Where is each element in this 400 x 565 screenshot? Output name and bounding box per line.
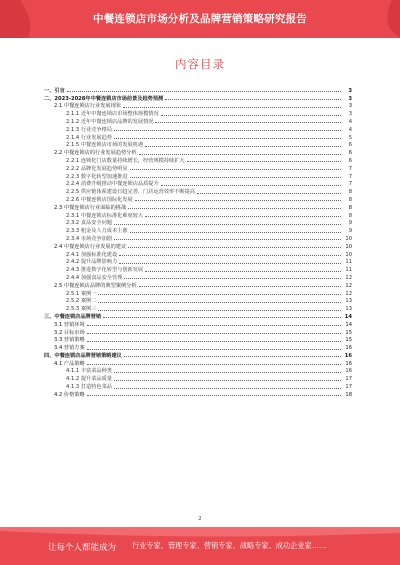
toc-entry-label: 2.5.1 案例一 bbox=[66, 290, 97, 297]
toc-entry-page: 15 bbox=[345, 329, 352, 336]
toc-entry-label: 4.1.1 丰富菜品种类 bbox=[66, 368, 112, 375]
toc-entry-page: 12 bbox=[345, 290, 352, 297]
toc-entry[interactable] bbox=[44, 164, 352, 172]
toc-leader-dots bbox=[114, 371, 341, 373]
toc-entry[interactable] bbox=[44, 320, 352, 328]
toc-entry-label: 2.4.1 加强标准化建设 bbox=[66, 251, 118, 258]
report-title: 中餐连锁店市场分析及品牌营销策略研究报告 bbox=[93, 13, 307, 25]
toc-entry[interactable] bbox=[44, 234, 352, 242]
toc-entry-page: 3 bbox=[348, 103, 352, 110]
toc-entry-label: 2.4 中餐连锁店行业发展的建议 bbox=[54, 243, 127, 250]
toc-entry-label: 2.4.3 推进数字化转型与创新发展 bbox=[66, 267, 144, 274]
toc-entry-page: 3 bbox=[348, 87, 352, 94]
toc-entry-label: 3.3 营销策略 bbox=[54, 337, 85, 344]
toc-entry-page: 10 bbox=[345, 243, 352, 250]
toc-entry-label: 2.4.2 提升品牌影响力 bbox=[66, 259, 118, 266]
toc-entry-label: 2.2 中餐连锁店的行业发展趋势分析 bbox=[54, 150, 137, 157]
toc-leader-dots bbox=[124, 355, 341, 357]
toc-entry-label: 2.2.6 中餐连锁店国际化发展 bbox=[66, 196, 133, 203]
toc-entry-label: 2.2.2 品牌化发展趋势明显 bbox=[66, 165, 128, 172]
toc-entry-page: 8 bbox=[348, 189, 352, 196]
toc-entry[interactable] bbox=[44, 273, 352, 281]
toc-entry-label: 2.2.3 数字化转型加速推进 bbox=[66, 173, 128, 180]
toc-entry-page: 3 bbox=[348, 111, 352, 118]
toc-entry-label: 2.1 中餐连锁店行业发展现状 bbox=[54, 103, 121, 110]
toc-entry-label: 2.1.5 中餐连锁店市场的发展机遇 bbox=[66, 142, 144, 149]
toc-entry-label: 2.1.1 近年中餐连锁店市场整体规模情况 bbox=[66, 111, 159, 118]
toc-leader-dots bbox=[165, 98, 341, 100]
toc-leader-dots bbox=[87, 324, 341, 326]
toc-entry-page: 12 bbox=[345, 282, 352, 289]
toc-leader-dots bbox=[114, 238, 341, 240]
toc-entry[interactable] bbox=[44, 133, 352, 141]
toc-entry-label: 3.4 营销方案 bbox=[54, 345, 85, 352]
toc-leader-dots bbox=[114, 387, 341, 389]
toc-entry-label: 3.2 目标市场 bbox=[54, 329, 85, 336]
toc-leader-dots bbox=[87, 363, 341, 365]
toc-leader-dots bbox=[128, 207, 341, 209]
toc-entry-page: 4 bbox=[348, 126, 352, 133]
toc-entry[interactable] bbox=[44, 250, 352, 258]
toc-leader-dots bbox=[187, 160, 341, 162]
toc-leader-dots bbox=[130, 231, 341, 233]
toc-entry-label: 2.1.4 行业发展趋势 bbox=[66, 134, 112, 141]
toc-entry-label: 2.5 中餐连锁店品牌的典型案例分析 bbox=[54, 282, 137, 289]
toc-entry-page: 7 bbox=[348, 181, 352, 188]
toc-entry[interactable] bbox=[44, 242, 352, 250]
toc-entry-label: 4.1 产品策略 bbox=[54, 360, 85, 367]
toc-leader-dots bbox=[98, 301, 341, 303]
toc-entry-page: 9 bbox=[348, 220, 352, 227]
toc-entry-label: 2.2.4 消费升级推动中餐连锁店品质提升 bbox=[66, 181, 159, 188]
toc-leader-dots bbox=[119, 254, 341, 256]
toc-leader-dots bbox=[87, 332, 341, 334]
toc-entry-page: 10 bbox=[345, 235, 352, 242]
toc-leader-dots bbox=[161, 114, 341, 116]
page-footer bbox=[0, 527, 400, 565]
toc-entry[interactable] bbox=[44, 195, 352, 203]
toc-leader-dots bbox=[135, 199, 341, 201]
toc-leader-dots bbox=[197, 192, 341, 194]
toc-entry-page: 11 bbox=[345, 259, 352, 266]
toc-entry[interactable] bbox=[44, 117, 352, 125]
toc-entry[interactable] bbox=[44, 374, 352, 382]
toc-entry-page: 8 bbox=[348, 212, 352, 219]
toc-entry[interactable] bbox=[44, 304, 352, 312]
toc-entry-page: 15 bbox=[345, 337, 352, 344]
toc-entry[interactable] bbox=[44, 265, 352, 273]
toc-entry[interactable] bbox=[44, 336, 352, 344]
toc-entry[interactable] bbox=[44, 125, 352, 133]
toc-entry-label: 2.2.1 连锁化门店数量持续增长，经营规模持续扩大 bbox=[66, 157, 185, 164]
toc-entry-page: 10 bbox=[345, 251, 352, 258]
toc-leader-dots bbox=[67, 90, 341, 92]
toc-entry-page: 6 bbox=[348, 150, 352, 157]
toc-entry-page: 13 bbox=[345, 306, 352, 313]
toc-entry-label: 2.3.4 市场竞争加剧 bbox=[66, 235, 112, 242]
toc-entry-label: 2.5.2 案例二 bbox=[66, 298, 97, 305]
toc-leader-dots bbox=[139, 153, 341, 155]
toc-entry[interactable] bbox=[44, 382, 352, 390]
toc-leader-dots bbox=[155, 121, 341, 123]
toc-entry-page: 7 bbox=[348, 165, 352, 172]
toc-entry[interactable] bbox=[44, 351, 352, 359]
toc-heading: 内容目录 bbox=[175, 57, 225, 71]
toc-entry-label: 2.5.3 案例三 bbox=[66, 306, 97, 313]
toc-leader-dots bbox=[119, 262, 341, 264]
toc-entry[interactable] bbox=[44, 367, 352, 375]
toc-entry-page: 18 bbox=[345, 391, 352, 398]
footer-expert-list: 行业专家、管理专家、营销专家、战略专家、成功企业家…… bbox=[132, 541, 327, 550]
toc-entry[interactable] bbox=[44, 297, 352, 305]
toc-leader-dots bbox=[114, 379, 341, 381]
toc-leader-dots bbox=[114, 137, 341, 139]
toc-entry-page: 17 bbox=[345, 384, 352, 391]
toc-entry-page: 13 bbox=[345, 298, 352, 305]
toc-leader-dots bbox=[98, 293, 341, 295]
toc-entry-page: 6 bbox=[348, 157, 352, 164]
toc-entry-page: 16 bbox=[345, 345, 352, 352]
toc-entry-label: 2.3.2 食品安全问题 bbox=[66, 220, 112, 227]
toc-leader-dots bbox=[114, 129, 341, 131]
toc-entry[interactable] bbox=[44, 328, 352, 336]
toc-entry-page: 6 bbox=[348, 142, 352, 149]
table-of-contents bbox=[44, 86, 352, 398]
toc-leader-dots bbox=[145, 215, 341, 217]
toc-entry-page: 14 bbox=[344, 313, 352, 320]
toc-entry[interactable] bbox=[44, 203, 352, 211]
toc-entry[interactable] bbox=[44, 219, 352, 227]
toc-entry-label: 2.1.3 行业竞争格局 bbox=[66, 126, 112, 133]
toc-entry-label: 4.1.3 打造特色菜品 bbox=[66, 384, 112, 391]
toc-leader-dots bbox=[98, 309, 341, 311]
toc-entry[interactable] bbox=[44, 172, 352, 180]
toc-entry-page: 4 bbox=[348, 118, 352, 125]
toc-entry-page: 9 bbox=[348, 228, 352, 235]
toc-entry[interactable] bbox=[44, 148, 352, 156]
toc-entry-label: 2.3.3 租金及人力成本上涨 bbox=[66, 228, 128, 235]
toc-entry-page: 16 bbox=[344, 352, 352, 359]
toc-entry[interactable] bbox=[44, 156, 352, 164]
toc-entry-page: 17 bbox=[345, 376, 352, 383]
toc-leader-dots bbox=[114, 223, 341, 225]
toc-leader-dots bbox=[87, 340, 341, 342]
toc-entry-page: 11 bbox=[345, 267, 352, 274]
toc-leader-dots bbox=[87, 348, 341, 350]
toc-entry-page: 12 bbox=[345, 274, 352, 281]
toc-entry[interactable] bbox=[44, 141, 352, 149]
toc-entry-label: 2.2.5 供应链体系建设日趋完善，门店运营效率不断提高 bbox=[66, 189, 195, 196]
toc-entry[interactable] bbox=[44, 180, 352, 188]
toc-entry[interactable] bbox=[44, 102, 352, 110]
toc-leader-dots bbox=[103, 316, 341, 318]
toc-entry[interactable] bbox=[44, 343, 352, 351]
toc-entry[interactable] bbox=[44, 109, 352, 117]
toc-entry-label: 2.3 中餐连锁店行业面临的挑战 bbox=[54, 204, 127, 211]
toc-entry-label: 一、引言 bbox=[44, 87, 65, 94]
toc-entry[interactable] bbox=[44, 289, 352, 297]
toc-leader-dots bbox=[130, 176, 341, 178]
toc-leader-dots bbox=[128, 246, 341, 248]
footer-slogan: 让每个人都能成为 bbox=[48, 543, 117, 553]
toc-leader-dots bbox=[145, 145, 341, 147]
toc-entry[interactable] bbox=[44, 258, 352, 266]
toc-entry-label: 三、中餐连锁店品牌营销 bbox=[44, 313, 102, 320]
toc-entry[interactable] bbox=[44, 359, 352, 367]
toc-entry-label: 2.4.4 加强食品安全管理 bbox=[66, 274, 123, 281]
toc-entry-page: 3 bbox=[348, 95, 352, 102]
toc-entry[interactable] bbox=[44, 211, 352, 219]
toc-entry-page: 8 bbox=[348, 204, 352, 211]
toc-leader-dots bbox=[130, 168, 341, 170]
toc-entry-label: 4.2 价格策略 bbox=[54, 391, 85, 398]
toc-entry[interactable] bbox=[44, 94, 352, 102]
toc-entry[interactable] bbox=[44, 226, 352, 234]
page-number: 2 bbox=[198, 516, 202, 522]
toc-entry[interactable] bbox=[44, 86, 352, 94]
toc-entry-label: 3.1 营销环境 bbox=[54, 321, 85, 328]
toc-entry-page: 7 bbox=[348, 173, 352, 180]
toc-entry-label: 2.1.2 近年中餐连锁店品牌的发展情况 bbox=[66, 118, 154, 125]
toc-leader-dots bbox=[145, 270, 341, 272]
toc-entry-page: 8 bbox=[348, 196, 352, 203]
toc-entry-page: 14 bbox=[345, 321, 352, 328]
toc-entry-label: 四、中餐连锁店品牌营销策略建议 bbox=[44, 352, 122, 359]
toc-entry[interactable] bbox=[44, 312, 352, 320]
toc-leader-dots bbox=[123, 106, 341, 108]
toc-entry-label: 2.3.1 中餐连锁店标准化难度较大 bbox=[66, 212, 144, 219]
toc-entry-page: 16 bbox=[345, 360, 352, 367]
toc-leader-dots bbox=[161, 184, 341, 186]
toc-entry[interactable] bbox=[44, 187, 352, 195]
toc-entry-page: 16 bbox=[345, 368, 352, 375]
toc-entry-label: 二、2023-2028年中餐连锁店市场前景及趋势预测 bbox=[44, 95, 164, 102]
toc-leader-dots bbox=[139, 285, 341, 287]
toc-entry-page: 5 bbox=[348, 134, 352, 141]
toc-entry-label: 4.1.2 提升菜品质量 bbox=[66, 376, 112, 383]
toc-leader-dots bbox=[124, 277, 341, 279]
toc-entry[interactable] bbox=[44, 281, 352, 289]
toc-leader-dots bbox=[87, 394, 341, 396]
page-header bbox=[0, 0, 400, 38]
toc-entry[interactable] bbox=[44, 390, 352, 398]
